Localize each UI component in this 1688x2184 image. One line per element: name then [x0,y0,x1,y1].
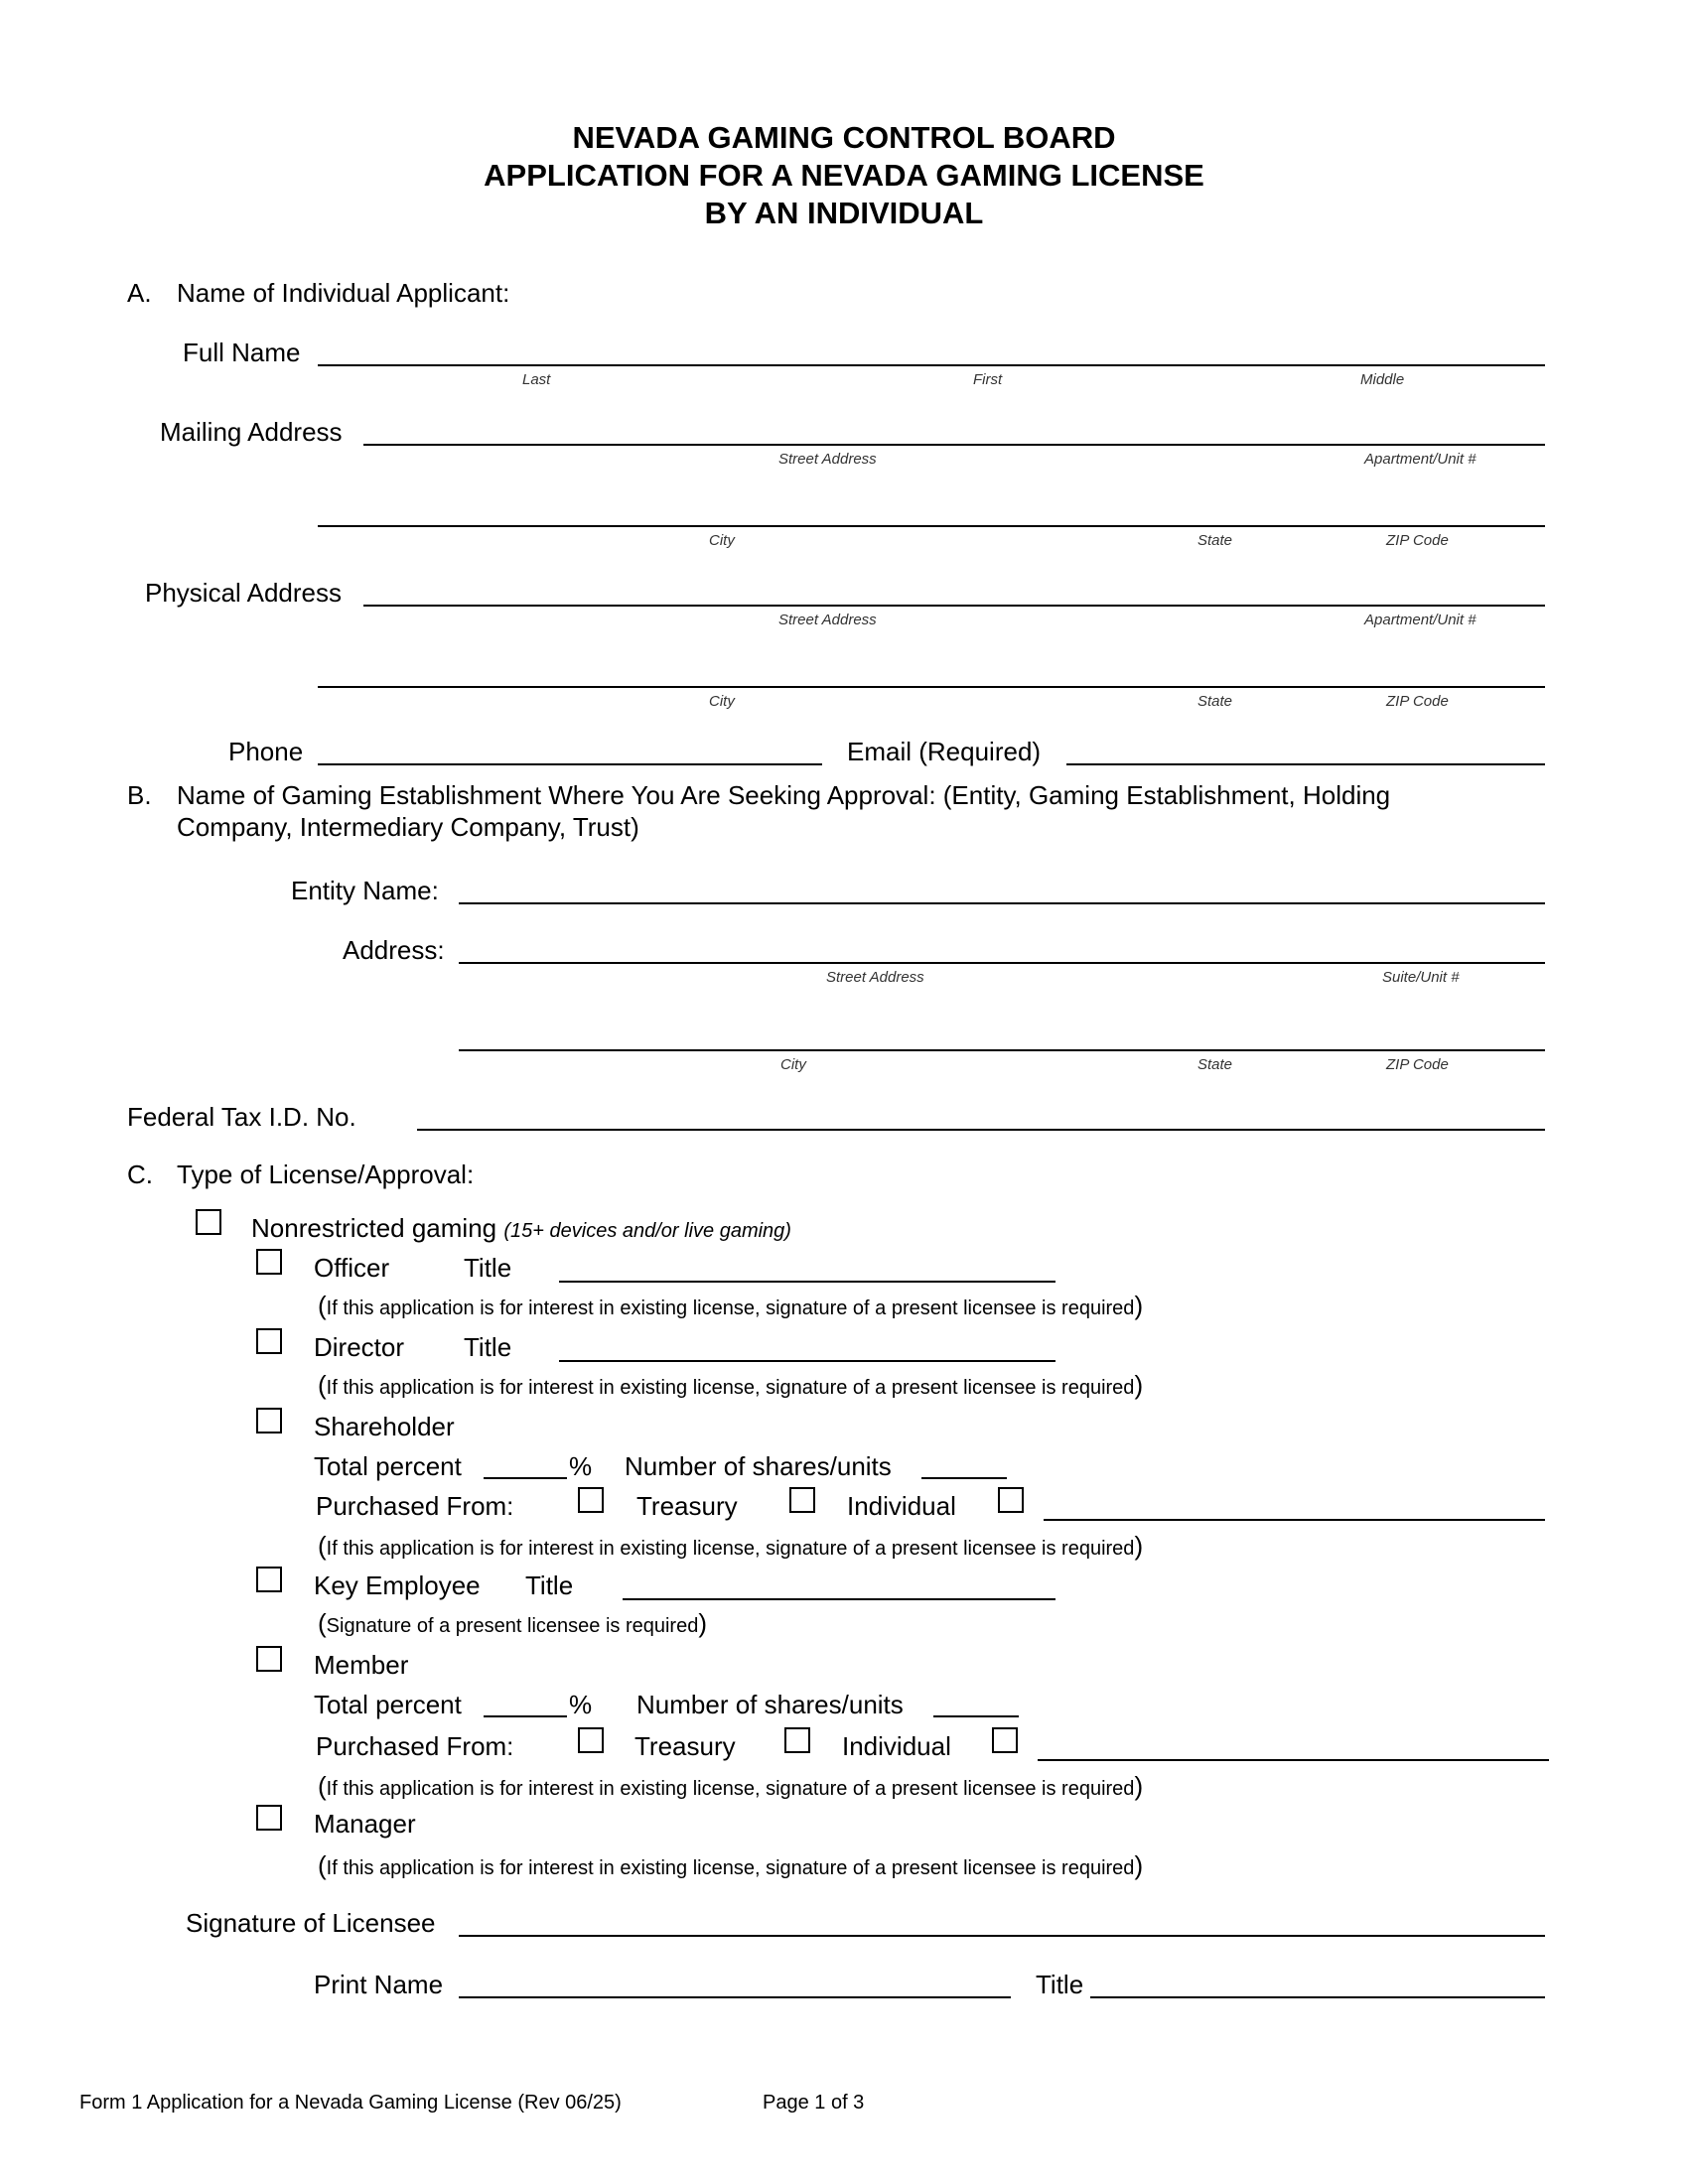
shareholder-treasury-label: Treasury [636,1491,738,1521]
shareholder-individual-label: Individual [847,1491,956,1521]
key-employee-title-field[interactable] [623,1598,1055,1600]
member-checkbox[interactable] [256,1646,282,1672]
form-title-line-2: APPLICATION FOR A NEVADA GAMING LICENSE [484,158,1204,193]
director-checkbox[interactable] [256,1328,282,1354]
email-field[interactable] [1066,763,1545,765]
physical-city-caption: City [709,693,735,710]
member-existing-license-note: (If this application is for interest in existing license, signature of a present licensee is required) [318,1771,1144,1801]
print-name-field[interactable] [459,1996,1011,1998]
manager-checkbox[interactable] [256,1805,282,1831]
full-name-field[interactable] [318,364,1545,366]
physical-apt-caption: Apartment/Unit # [1364,612,1477,628]
key-employee-signature-note: (Signature of a present licensee is required) [318,1608,708,1638]
physical-state-caption: State [1197,693,1233,710]
entity-zip-caption: ZIP Code [1386,1056,1449,1073]
director-existing-license-note: (If this application is for interest in existing license, signature of a present licensee is required) [318,1370,1144,1400]
entity-suite-caption: Suite/Unit # [1382,969,1460,986]
last-name-caption: Last [522,371,551,388]
signature-of-licensee-label: Signature of Licensee [186,1908,436,1938]
entity-street-field[interactable] [459,962,1545,964]
member-treasury-label: Treasury [634,1731,736,1761]
phone-label: Phone [228,737,304,766]
footer-form-text: Form 1 Application for a Nevada Gaming License (Rev 06/25) [79,2092,622,2114]
member-percent-sign: % [569,1690,593,1719]
member-individual-label: Individual [842,1731,951,1761]
phone-field[interactable] [318,763,822,765]
mailing-address-label: Mailing Address [160,417,343,447]
officer-existing-license-note: (If this application is for interest in existing license, signature of a present licensee is required) [318,1291,1144,1320]
entity-street-caption: Street Address [826,969,924,986]
shareholder-shares-field[interactable] [921,1477,1007,1479]
member-shares-field[interactable] [933,1715,1019,1717]
form-title-line-3: BY AN INDIVIDUAL [704,196,984,230]
footer-page-number: Page 1 of 3 [763,2092,865,2114]
federal-tax-id-label: Federal Tax I.D. No. [127,1102,356,1132]
mailing-zip-caption: ZIP Code [1386,532,1449,549]
shareholder-total-percent-label: Total percent [314,1451,462,1481]
member-individual-checkbox[interactable] [784,1727,810,1753]
section-b-heading-line-1: Name of Gaming Establishment Where You Are Seeking Approval: (Entity, Gaming Establishment, Holding [177,780,1391,810]
mailing-city-caption: City [709,532,735,549]
shareholder-checkbox[interactable] [256,1408,282,1433]
officer-label: Officer [314,1253,390,1283]
entity-city-field[interactable] [459,1049,1545,1051]
physical-street-caption: Street Address [778,612,877,628]
officer-checkbox[interactable] [256,1249,282,1275]
signature-title-field[interactable] [1090,1996,1545,1998]
entity-address-label: Address: [343,935,445,965]
nonrestricted-gaming-note: (15+ devices and/or live gaming) [503,1220,791,1242]
signature-title-label: Title [1036,1970,1084,1999]
form-title-line-1: NEVADA GAMING CONTROL BOARD [572,120,1116,155]
section-a-letter: A. [127,278,152,308]
entity-name-label: Entity Name: [291,876,439,905]
manager-existing-license-note: (If this application is for interest in existing license, signature of a present licensee is required) [318,1850,1144,1880]
section-b-letter: B. [127,780,152,810]
member-total-percent-field[interactable] [484,1715,567,1717]
entity-name-field[interactable] [459,902,1545,904]
shareholder-shares-label: Number of shares/units [625,1451,892,1481]
section-c-heading: Type of License/Approval: [177,1160,475,1189]
shareholder-individual-checkbox[interactable] [789,1487,815,1513]
section-c-letter: C. [127,1160,153,1189]
shareholder-purchased-from-label: Purchased From: [316,1491,514,1521]
shareholder-treasury-checkbox[interactable] [578,1487,604,1513]
nonrestricted-gaming-text: Nonrestricted gaming [251,1213,497,1243]
officer-title-field[interactable] [559,1281,1055,1283]
director-label: Director [314,1332,405,1362]
member-treasury-checkbox[interactable] [578,1727,604,1753]
director-title-label: Title [464,1332,512,1362]
member-total-percent-label: Total percent [314,1690,462,1719]
shareholder-total-percent-field[interactable] [484,1477,567,1479]
federal-tax-id-field[interactable] [417,1129,1545,1131]
middle-name-caption: Middle [1360,371,1405,388]
entity-city-caption: City [780,1056,806,1073]
shareholder-other-checkbox[interactable] [998,1487,1024,1513]
officer-title-label: Title [464,1253,512,1283]
nonrestricted-gaming-label [251,1213,791,1246]
first-name-caption: First [973,371,1003,388]
shareholder-other-field[interactable] [1044,1519,1545,1521]
physical-street-field[interactable] [363,605,1545,607]
manager-label: Manager [314,1809,416,1839]
member-purchased-from-label: Purchased From: [316,1731,514,1761]
physical-zip-caption: ZIP Code [1386,693,1449,710]
mailing-apt-caption: Apartment/Unit # [1364,451,1477,468]
physical-address-label: Physical Address [145,578,342,608]
entity-state-caption: State [1197,1056,1233,1073]
signature-of-licensee-field[interactable] [459,1935,1545,1937]
shareholder-label: Shareholder [314,1412,455,1441]
member-other-checkbox[interactable] [992,1727,1018,1753]
section-b-heading-line-2: Company, Intermediary Company, Trust) [177,812,639,842]
key-employee-label: Key Employee [314,1570,481,1600]
print-name-label: Print Name [314,1970,444,1999]
member-other-field[interactable] [1038,1759,1549,1761]
key-employee-checkbox[interactable] [256,1567,282,1592]
mailing-street-field[interactable] [363,444,1545,446]
director-title-field[interactable] [559,1360,1055,1362]
physical-city-field[interactable] [318,686,1545,688]
email-label: Email (Required) [847,737,1042,766]
shareholder-existing-license-note: (If this application is for interest in existing license, signature of a present licensee is required) [318,1531,1144,1561]
member-label: Member [314,1650,409,1680]
mailing-street-caption: Street Address [778,451,877,468]
key-employee-title-label: Title [525,1570,574,1600]
section-a-heading: Name of Individual Applicant: [177,278,510,308]
member-shares-label: Number of shares/units [636,1690,904,1719]
shareholder-percent-sign: % [569,1451,593,1481]
mailing-state-caption: State [1197,532,1233,549]
mailing-city-field[interactable] [318,525,1545,527]
nonrestricted-gaming-checkbox[interactable] [196,1209,221,1235]
full-name-label: Full Name [183,338,301,367]
